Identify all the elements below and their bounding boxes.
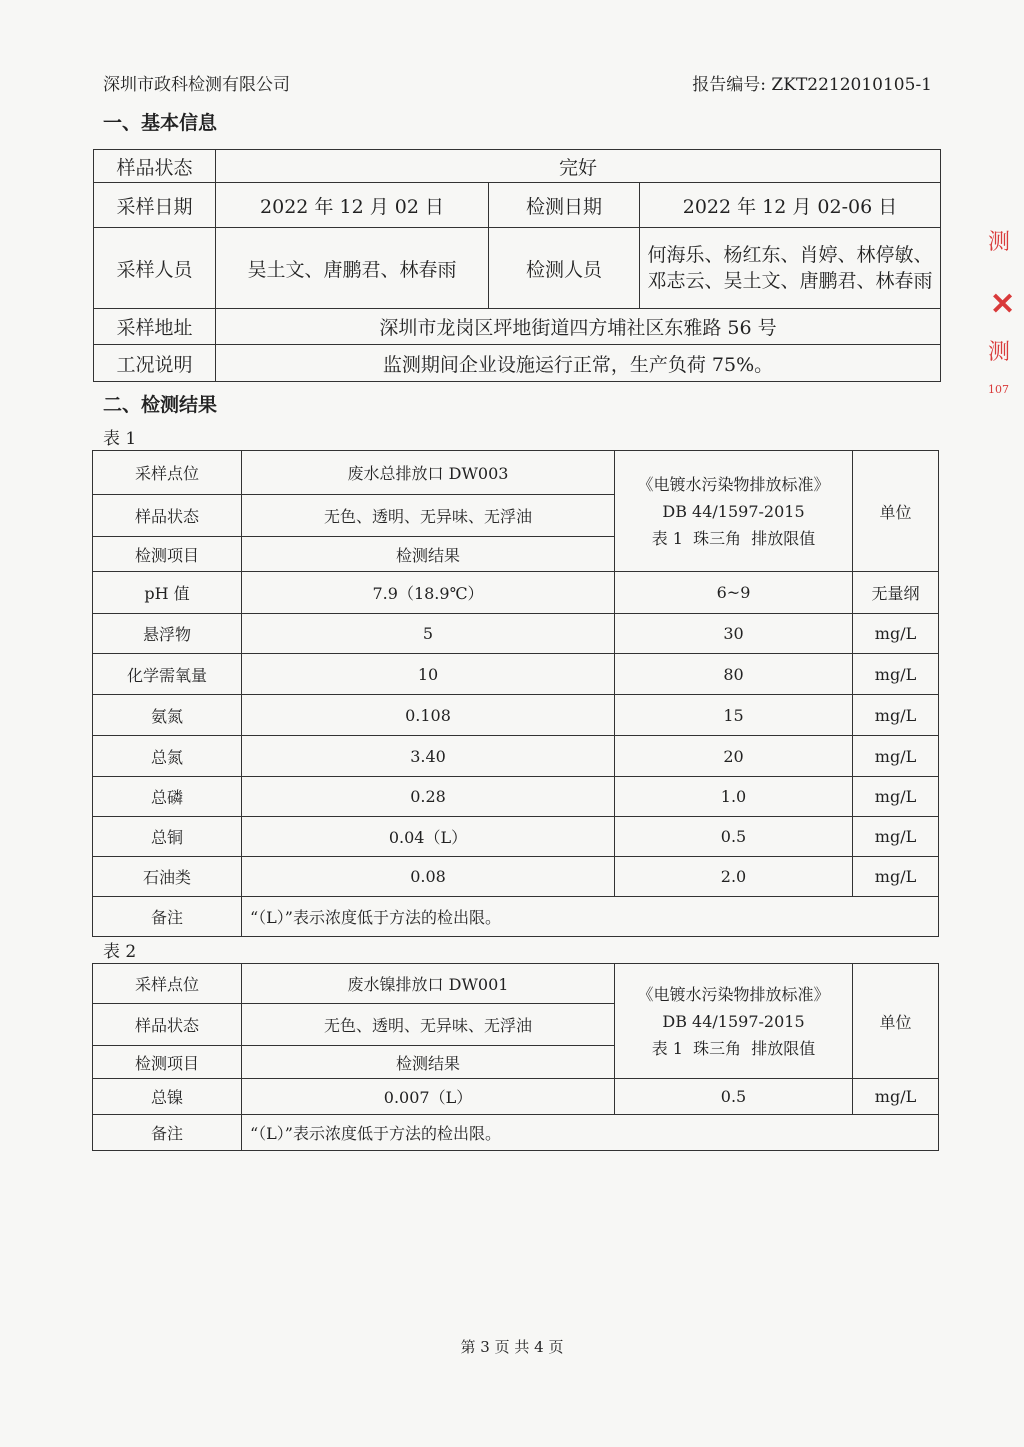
t1-result: 0.28	[242, 777, 615, 817]
t1-result: 0.108	[242, 695, 615, 736]
t1-limit: 80	[615, 654, 853, 695]
sampling-date-label: 采样日期	[94, 183, 216, 228]
tester-value: 何海乐、杨红东、肖婷、林停敏、邓志云、吴土文、唐鹏君、林春雨	[640, 228, 941, 309]
t2-item: 总镍	[93, 1079, 242, 1115]
t1-note-value: “（L）”表示浓度低于方法的检出限。	[242, 897, 939, 937]
sample-state-value: 完好	[216, 150, 941, 183]
section-results-title: 二、检测结果	[103, 394, 218, 416]
red-stamp-fragment: 测 ✕ 测 107	[988, 230, 1016, 396]
t2-note-value: “（L）”表示浓度低于方法的检出限。	[242, 1115, 939, 1151]
t1-unit-header: 单位	[853, 451, 939, 572]
t1-limit: 6~9	[615, 572, 853, 614]
t2-limit: 0.5	[615, 1079, 853, 1115]
t1-unit: mg/L	[853, 777, 939, 817]
t1-unit: mg/L	[853, 654, 939, 695]
t1-item-header: 检测项目	[93, 537, 242, 572]
sample-state-label: 样品状态	[94, 150, 216, 183]
table-row	[93, 736, 939, 777]
t2-point-value: 废水镍排放口 DW001	[242, 964, 615, 1004]
sampling-date-value: 2022 年 12 月 02 日	[216, 183, 489, 228]
address-label: 采样地址	[94, 309, 216, 345]
t1-unit: 无量纲	[853, 572, 939, 614]
t2-state-label: 样品状态	[93, 1004, 242, 1046]
t1-limit: 2.0	[615, 857, 853, 897]
t1-result: 10	[242, 654, 615, 695]
table1-label: 表 1	[103, 429, 137, 449]
t2-standard-line2: DB 44/1597-2015	[662, 1011, 805, 1031]
t1-result: 0.04（L）	[242, 817, 615, 857]
condition-label: 工况说明	[94, 345, 216, 382]
address-value: 深圳市龙岗区坪地街道四方埔社区东雅路 56 号	[216, 309, 941, 345]
t1-item: 悬浮物	[93, 614, 242, 654]
t2-state-value: 无色、透明、无异味、无浮油	[242, 1004, 615, 1046]
t1-item: 化学需氧量	[93, 654, 242, 695]
t2-unit-header: 单位	[853, 964, 939, 1079]
t1-unit: mg/L	[853, 695, 939, 736]
basic-info-table	[93, 149, 941, 382]
sampler-label: 采样人员	[94, 228, 216, 309]
page-number: 第 3 页 共 4 页	[460, 1338, 564, 1356]
t1-item: 石油类	[93, 857, 242, 897]
t2-result: 0.007（L）	[242, 1079, 615, 1115]
t1-unit: mg/L	[853, 614, 939, 654]
company-name: 深圳市政科检测有限公司	[103, 75, 290, 95]
t2-unit: mg/L	[853, 1079, 939, 1115]
t1-result: 5	[242, 614, 615, 654]
table2-label: 表 2	[103, 942, 137, 962]
t1-result: 3.40	[242, 736, 615, 777]
t1-limit: 20	[615, 736, 853, 777]
table-row	[93, 777, 939, 817]
t1-limit: 30	[615, 614, 853, 654]
sampler-value: 吴土文、唐鹏君、林春雨	[216, 228, 489, 309]
t1-result: 0.08	[242, 857, 615, 897]
t1-result: 7.9（18.9℃）	[242, 572, 615, 614]
table-row	[93, 817, 939, 857]
t1-standard-line2: DB 44/1597-2015	[662, 501, 805, 521]
table-row	[93, 572, 939, 614]
t2-standard-line1: 《电镀水污染物排放标准》	[637, 984, 830, 1004]
condition-value: 监测期间企业设施运行正常，生产负荷 75%。	[216, 345, 941, 382]
table-row	[93, 614, 939, 654]
table-row	[93, 857, 939, 897]
table-row	[93, 1079, 939, 1115]
t1-standard	[615, 451, 853, 572]
t1-unit: mg/L	[853, 736, 939, 777]
t2-point-label: 采样点位	[93, 964, 242, 1004]
t2-item-header: 检测项目	[93, 1046, 242, 1079]
t1-item: 氨氮	[93, 695, 242, 736]
t2-standard-line3: 表 1 珠三角 排放限值	[651, 1038, 816, 1058]
tester-label: 检测人员	[489, 228, 640, 309]
t1-item: 总氮	[93, 736, 242, 777]
t1-standard-line1: 《电镀水污染物排放标准》	[637, 474, 830, 494]
t2-standard	[615, 964, 853, 1079]
results-table-1	[92, 450, 939, 937]
report-number: 报告编号: ZKT2212010105-1	[692, 75, 932, 95]
t1-result-header: 检测结果	[242, 537, 615, 572]
t1-point-label: 采样点位	[93, 451, 242, 495]
table-row	[93, 654, 939, 695]
t1-point-value: 废水总排放口 DW003	[242, 451, 615, 495]
t1-limit: 1.0	[615, 777, 853, 817]
t1-unit: mg/L	[853, 817, 939, 857]
t1-item: 总磷	[93, 777, 242, 817]
t2-result-header: 检测结果	[242, 1046, 615, 1079]
t1-standard-line3: 表 1 珠三角 排放限值	[651, 528, 816, 548]
t1-state-value: 无色、透明、无异味、无浮油	[242, 495, 615, 537]
t2-note-label: 备注	[93, 1115, 242, 1151]
test-date-value: 2022 年 12 月 02-06 日	[640, 183, 941, 228]
test-date-label: 检测日期	[489, 183, 640, 228]
t1-limit: 0.5	[615, 817, 853, 857]
t1-item: pH 值	[93, 572, 242, 614]
t1-state-label: 样品状态	[93, 495, 242, 537]
t1-item: 总铜	[93, 817, 242, 857]
t1-note-label: 备注	[93, 897, 242, 937]
t1-unit: mg/L	[853, 857, 939, 897]
results-table-2	[92, 963, 939, 1151]
section-basic-info-title: 一、基本信息	[103, 112, 218, 134]
t1-limit: 15	[615, 695, 853, 736]
table-row	[93, 695, 939, 736]
